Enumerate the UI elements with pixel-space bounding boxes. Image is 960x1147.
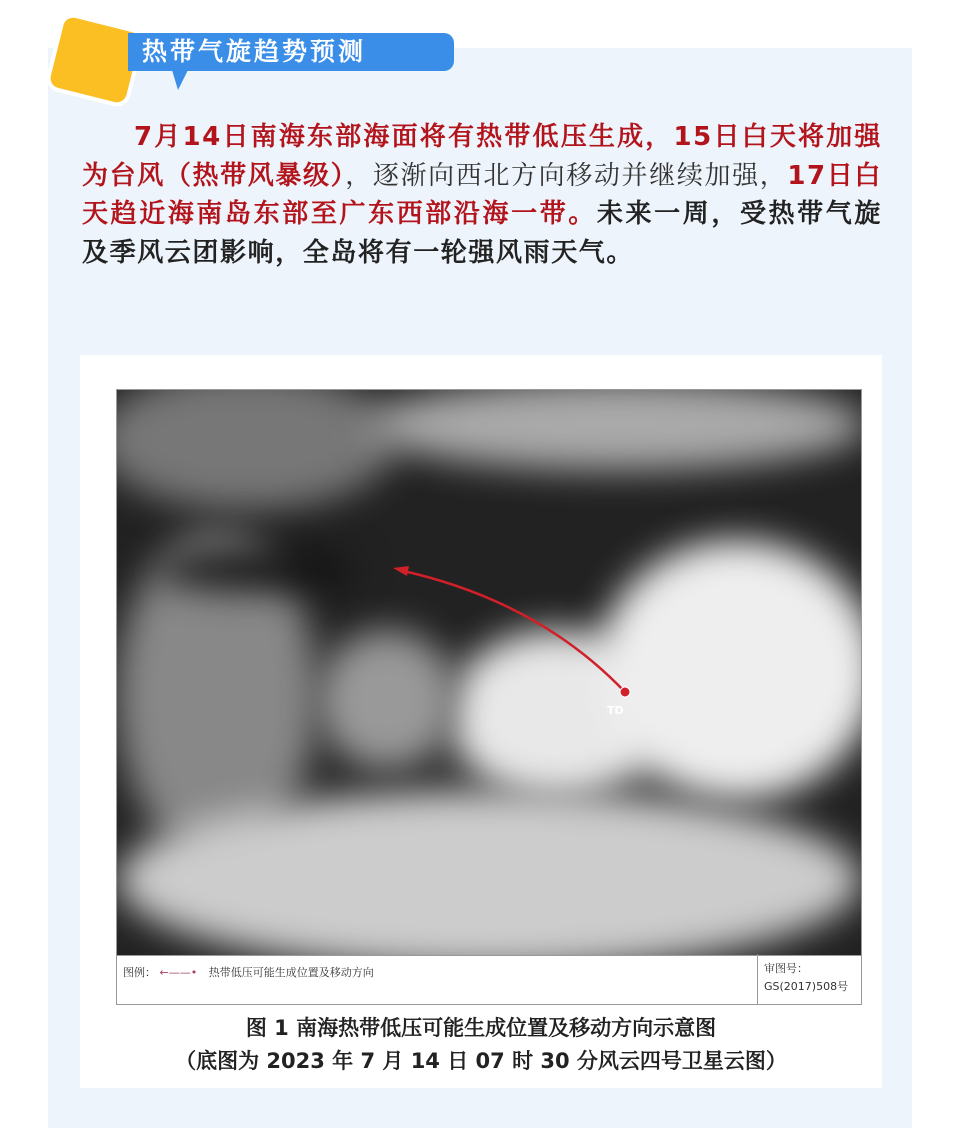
map-legend bbox=[116, 954, 862, 1005]
section-title: 热带气旋趋势预测 bbox=[128, 33, 454, 71]
figure-subcaption: （底图为 2023 年 7 月 14 日 07 时 30 分风云四号卫星云图） bbox=[175, 1049, 787, 1073]
forecast-paragraph bbox=[82, 118, 882, 272]
satellite-figure bbox=[80, 355, 882, 1088]
body-text: ，逐渐向西北方向移动并继续加强， bbox=[345, 160, 788, 191]
figure-caption: 图 1 南海热带低压可能生成位置及移动方向示意图 bbox=[245, 1016, 717, 1040]
highlight-text: 7月14日南海东部海面将有热带低压生成，15日白天将加强为台风（热带风暴级） bbox=[82, 122, 882, 191]
approval-label: 审图号： bbox=[764, 962, 808, 975]
highlight-text: 17日白天趋近海南岛东部至广东西部沿海一带。 bbox=[82, 160, 882, 229]
legend-label: 图例： bbox=[123, 966, 156, 979]
banner-tail bbox=[172, 70, 188, 90]
bold-text: 未来一周，受热带气旋及季风云团影响，全岛将有一轮强风雨天气。 bbox=[82, 199, 882, 268]
legend-text: 热带低压可能生成位置及移动方向 bbox=[208, 966, 374, 979]
approval-number: GS(2017)508号 bbox=[764, 980, 849, 993]
satellite-image bbox=[116, 389, 862, 956]
legend-arrow-icon: ←——• bbox=[159, 966, 198, 979]
track-arrow bbox=[117, 390, 861, 955]
td-label: TD bbox=[607, 704, 624, 717]
